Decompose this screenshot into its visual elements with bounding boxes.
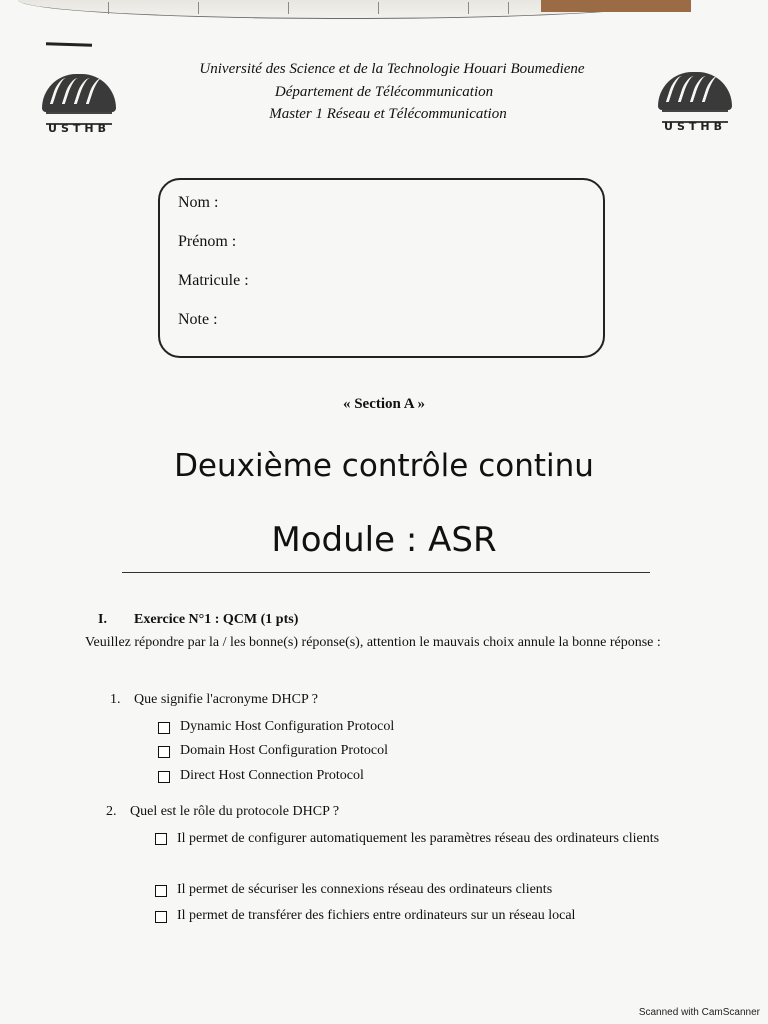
- question-text: Que signifie l'acronyme DHCP ?: [134, 692, 318, 707]
- question-number: 2.: [106, 804, 117, 819]
- usthb-logo-left: [40, 70, 118, 138]
- exercise-title: Exercice N°1 : QCM (1 pts): [134, 612, 299, 627]
- option-q2-a[interactable]: [155, 826, 695, 852]
- option-label: Il permet de transférer des fichiers entre ordinateurs sur un réseau local: [177, 908, 576, 923]
- checkbox[interactable]: [158, 746, 170, 758]
- option-q1-a[interactable]: [158, 719, 394, 735]
- exercise-instruction: Veuillez répondre par la / les bonne(s) réponse(s), attention le mauvais choix annule la bonne réponse :: [85, 635, 661, 650]
- identity-box: [158, 178, 605, 358]
- question-text: Quel est le rôle du protocole DHCP ?: [130, 804, 340, 819]
- option-q2-c[interactable]: [155, 908, 575, 924]
- option-label: Il permet de sécuriser les connexions réseau des ordinateurs clients: [177, 882, 553, 897]
- question-2: [106, 804, 339, 820]
- university-name: Université des Science et de la Technologie Houari Boumediene: [199, 61, 585, 77]
- section-label: « Section A »: [342, 396, 426, 412]
- checkbox[interactable]: [158, 722, 170, 734]
- option-label: Il permet de configurer automatiquement les paramètres réseau des ordinateurs clients: [177, 831, 660, 846]
- checkbox[interactable]: [155, 885, 167, 897]
- exercise-number: I.: [98, 612, 107, 627]
- nom-field: Nom :: [178, 194, 219, 211]
- option-label: Domain Host Configuration Protocol: [180, 743, 389, 758]
- checkbox[interactable]: [155, 911, 167, 923]
- module-title: Module : ASR: [271, 520, 497, 560]
- scanner-watermark: Scanned with CamScanner: [638, 1007, 760, 1018]
- option-q1-c[interactable]: [158, 768, 364, 784]
- prenom-field: Prénom :: [178, 233, 237, 250]
- checkbox[interactable]: [158, 771, 170, 783]
- checkbox[interactable]: [155, 833, 167, 845]
- question-1: [110, 692, 318, 708]
- program-name: Master 1 Réseau et Télécommunication: [269, 106, 507, 122]
- logo-label: USTHB: [664, 120, 726, 133]
- scan-mark: [46, 42, 92, 47]
- exercise-heading: [98, 612, 298, 628]
- option-label: Dynamic Host Configuration Protocol: [180, 719, 395, 734]
- matricule-field: Matricule :: [178, 272, 249, 289]
- usthb-logo-right: [656, 68, 734, 136]
- option-q1-b[interactable]: [158, 743, 388, 759]
- option-label: Direct Host Connection Protocol: [180, 768, 364, 783]
- exam-title: Deuxième contrôle continu: [174, 448, 594, 484]
- divider: [122, 572, 650, 573]
- department-name: Département de Télécommunication: [274, 84, 494, 100]
- logo-label: USTHB: [48, 122, 110, 135]
- question-number: 1.: [110, 692, 121, 707]
- scan-edge-artifact: [18, 0, 678, 19]
- option-q2-b[interactable]: [155, 882, 552, 898]
- note-field: Note :: [178, 311, 218, 328]
